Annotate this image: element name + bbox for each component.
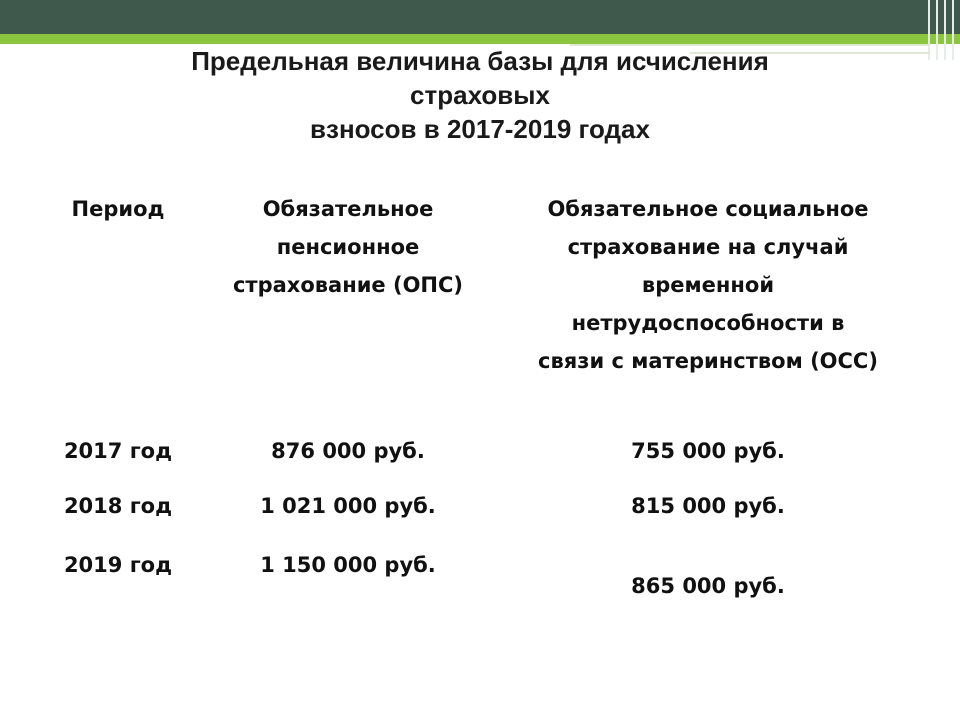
row-period: 2018 год [63,494,173,518]
row-ops-value: 1 150 000 руб. [260,553,436,577]
row-oss-value: 755 000 руб. [631,439,785,463]
header-ops: Обязательное пенсионное страхование (ОПС) [232,197,464,297]
row-period: 2017 год [63,439,173,463]
header-period: Период [71,197,165,221]
header-oss: Обязательное социальное страхование на случай временной нетрудоспособности в связи с материнством (ОСС) [538,197,878,373]
slide-title: Предельная величина базы для исчисления страховых взносов в 2017-2019 годах [191,46,769,144]
row-oss-value: 815 000 руб. [631,494,785,518]
row-oss-value: 865 000 руб. [631,574,785,598]
row-ops-value: 1 021 000 руб. [260,494,436,518]
header-accent-stripe [0,34,960,44]
row-ops-value: 876 000 руб. [271,439,425,463]
row-period: 2019 год [63,553,173,577]
header-band [0,0,960,34]
